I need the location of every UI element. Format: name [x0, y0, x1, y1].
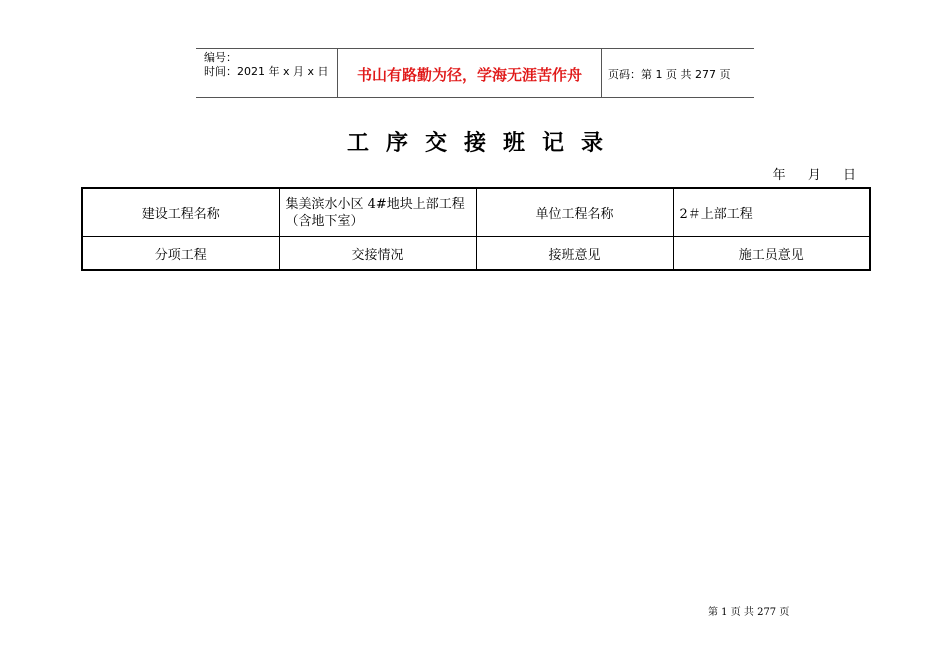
header-motto-cell	[337, 49, 602, 97]
project-name-line2: （含地下室）	[285, 213, 364, 229]
date-month: 月	[807, 168, 821, 183]
handover-record-table	[81, 187, 871, 271]
number-label: 编号：	[204, 51, 237, 64]
motto-text: 书山有路勤为径，学海无涯苦作舟	[356, 66, 582, 84]
project-name-label: 建设工程名称	[82, 188, 279, 237]
time-label: 时间：2021 年 x 月 x 日	[204, 65, 329, 78]
date-year: 年	[772, 168, 786, 183]
project-name-line1: 集美滨水小区 4#地块上部工程	[285, 196, 465, 212]
header-page-cell	[602, 49, 754, 97]
document-header	[196, 48, 754, 98]
header-foreman-opinion: 施工员意见	[673, 237, 870, 271]
unit-project-label: 单位工程名称	[476, 188, 673, 237]
date-line	[773, 164, 856, 183]
date-day: 日	[842, 168, 856, 183]
page-footer: 第 1 页 共 277 页	[708, 607, 790, 618]
table-row	[82, 188, 870, 237]
header-handover-status: 交接情况	[279, 237, 476, 271]
page-code: 页码：第 1 页 共 277 页	[608, 68, 731, 81]
project-name-value	[279, 188, 476, 237]
table-row	[82, 237, 870, 271]
header-subitem: 分项工程	[82, 237, 279, 271]
document-title: 工序交接班记录	[346, 130, 620, 156]
unit-project-value: 2＃上部工程	[673, 188, 870, 237]
header-receiver-opinion: 接班意见	[476, 237, 673, 271]
header-meta	[196, 49, 337, 97]
